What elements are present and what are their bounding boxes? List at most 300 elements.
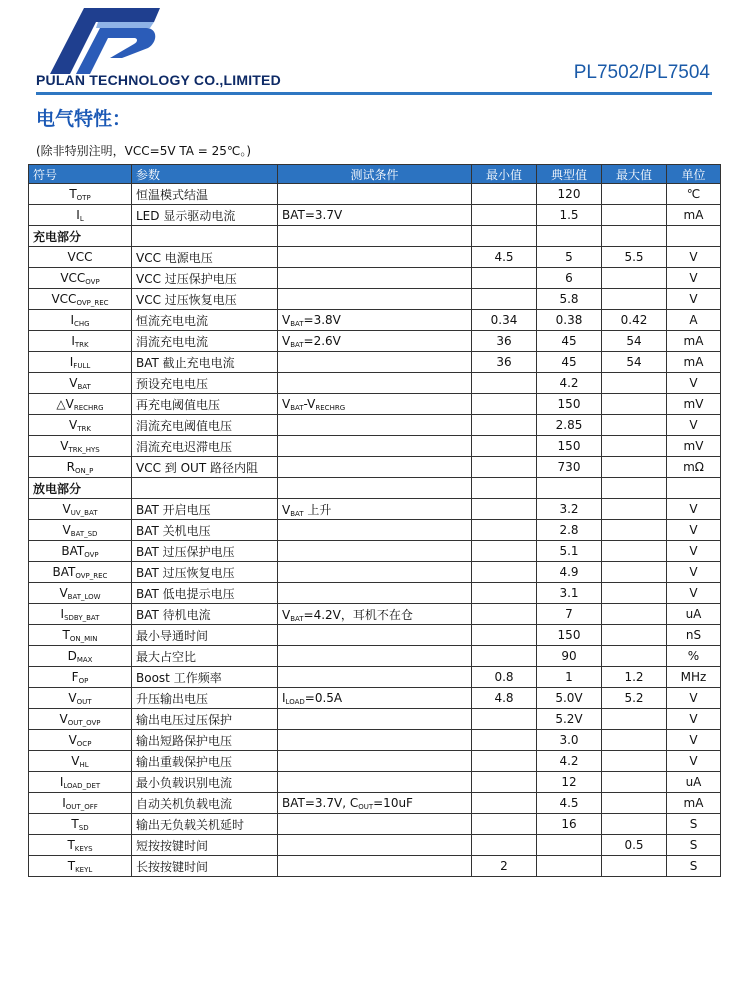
symbol-text: V [62, 522, 71, 537]
symbol-cell [29, 247, 132, 268]
min-cell [472, 814, 537, 835]
symbol-cell [29, 436, 132, 457]
symbol-cell [29, 688, 132, 709]
symbol-text: △V [56, 396, 74, 411]
condition-cell [278, 436, 472, 457]
symbol-subscript: KEYL [75, 865, 93, 874]
max-cell [602, 373, 667, 394]
condition-cell [278, 730, 472, 751]
max-cell [602, 436, 667, 457]
symbol-cell [29, 541, 132, 562]
min-cell [472, 604, 537, 625]
condition-text: V [282, 333, 291, 348]
symbol-text: VCC [67, 250, 93, 264]
column-header-condition: 测试条件 [278, 165, 472, 184]
model-number: PL7502/PL7504 [573, 62, 710, 83]
conditions-note: (除非特别注明，VCC=5V TA = 25℃。) [36, 144, 252, 158]
condition-cell [278, 772, 472, 793]
max-cell: 54 [602, 352, 667, 373]
table-row [29, 751, 721, 772]
symbol-cell [29, 562, 132, 583]
symbol-text: V [68, 732, 77, 747]
parameter-cell: LED 显示驱动电流 [132, 205, 278, 226]
empty-cell [667, 226, 721, 247]
unit-cell: V [667, 268, 721, 289]
symbol-subscript: BAT_LOW [67, 592, 101, 601]
symbol-cell [29, 415, 132, 436]
empty-cell [278, 478, 472, 499]
symbol-subscript: RECHRG [73, 403, 104, 412]
max-cell [602, 856, 667, 877]
symbol-text: V [69, 375, 78, 390]
condition-cell [278, 688, 472, 709]
symbol-subscript: ON_MIN [69, 634, 98, 643]
parameter-cell: 涓流充电电流 [132, 331, 278, 352]
symbol-cell [29, 520, 132, 541]
parameter-cell: 长按按键时间 [132, 856, 278, 877]
table-row [29, 289, 721, 310]
table-row [29, 247, 721, 268]
parameter-cell: 涓流充电阈值电压 [132, 415, 278, 436]
table-row [29, 394, 721, 415]
typ-cell: 5.8 [537, 289, 602, 310]
max-cell: 0.5 [602, 835, 667, 856]
symbol-subscript: MAX [76, 655, 93, 664]
empty-cell [602, 226, 667, 247]
symbol-text: T [62, 627, 70, 642]
condition-text: 上升 [303, 502, 332, 517]
condition-cell [278, 583, 472, 604]
table-row [29, 814, 721, 835]
table-row [29, 730, 721, 751]
unit-cell: MHz [667, 667, 721, 688]
typ-cell: 0.38 [537, 310, 602, 331]
symbol-text: V [68, 690, 77, 705]
min-cell: 36 [472, 352, 537, 373]
symbol-text: D [67, 648, 77, 663]
condition-text: =4.2V，耳机不在仓 [303, 607, 413, 622]
condition-cell [278, 814, 472, 835]
symbol-cell [29, 331, 132, 352]
min-cell: 2 [472, 856, 537, 877]
min-cell [472, 289, 537, 310]
max-cell [602, 268, 667, 289]
max-cell [602, 772, 667, 793]
parameter-cell: 输出无负载关机延时 [132, 814, 278, 835]
symbol-text: V [59, 585, 68, 600]
unit-cell: S [667, 814, 721, 835]
typ-cell: 90 [537, 646, 602, 667]
condition-subscript: OUT [358, 802, 374, 811]
header-divider [36, 92, 712, 95]
condition-text: BAT=3.7V, C [282, 795, 359, 810]
section-label: 放电部分 [29, 478, 132, 499]
symbol-cell [29, 835, 132, 856]
column-header-max: 最大值 [602, 165, 667, 184]
condition-text: =2.6V [303, 333, 341, 348]
table-row [29, 499, 721, 520]
min-cell: 0.34 [472, 310, 537, 331]
symbol-cell [29, 646, 132, 667]
unit-cell: mA [667, 793, 721, 814]
max-cell: 54 [602, 331, 667, 352]
symbol-text: V [62, 501, 71, 516]
max-cell [602, 562, 667, 583]
symbol-cell [29, 772, 132, 793]
typ-cell: 150 [537, 436, 602, 457]
condition-cell [278, 709, 472, 730]
condition-cell [278, 541, 472, 562]
parameter-cell: 恒温模式结温 [132, 184, 278, 205]
typ-cell: 3.0 [537, 730, 602, 751]
typ-cell: 2.85 [537, 415, 602, 436]
typ-cell: 45 [537, 331, 602, 352]
min-cell [472, 751, 537, 772]
symbol-subscript: OVP_REC [76, 298, 109, 307]
min-cell [472, 184, 537, 205]
symbol-cell [29, 625, 132, 646]
symbol-cell [29, 793, 132, 814]
symbol-text: I [60, 606, 65, 621]
symbol-text: BAT [61, 543, 85, 558]
condition-subscript: BAT [290, 614, 304, 623]
empty-cell [537, 226, 602, 247]
symbol-subscript: OUT_OVP [67, 718, 101, 727]
typ-cell: 5.2V [537, 709, 602, 730]
symbol-text: V [69, 417, 78, 432]
parameter-cell: 自动关机负载电流 [132, 793, 278, 814]
condition-cell [278, 373, 472, 394]
unit-cell: ℃ [667, 184, 721, 205]
min-cell [472, 373, 537, 394]
symbol-text: T [67, 858, 76, 873]
max-cell [602, 793, 667, 814]
symbol-text: R [66, 459, 75, 474]
unit-cell: V [667, 541, 721, 562]
symbol-subscript: FULL [73, 361, 91, 370]
unit-cell: mA [667, 331, 721, 352]
unit-cell: V [667, 562, 721, 583]
condition-cell [278, 604, 472, 625]
min-cell [472, 562, 537, 583]
condition-subscript: BAT [290, 319, 304, 328]
typ-cell: 7 [537, 604, 602, 625]
unit-cell: mA [667, 205, 721, 226]
table-section-row [29, 478, 721, 499]
unit-cell: V [667, 709, 721, 730]
parameter-cell: 涓流充电迟滞电压 [132, 436, 278, 457]
unit-cell: V [667, 415, 721, 436]
parameter-cell: VCC 电源电压 [132, 247, 278, 268]
max-cell [602, 205, 667, 226]
table-row [29, 856, 721, 877]
symbol-text: I [76, 207, 80, 222]
parameter-cell: 输出重载保护电压 [132, 751, 278, 772]
unit-cell: V [667, 520, 721, 541]
condition-subscript: RECHRG [315, 403, 346, 412]
typ-cell: 730 [537, 457, 602, 478]
unit-cell: V [667, 499, 721, 520]
empty-cell [472, 226, 537, 247]
empty-cell [602, 478, 667, 499]
symbol-cell [29, 457, 132, 478]
unit-cell: mV [667, 394, 721, 415]
symbol-cell [29, 310, 132, 331]
typ-cell: 3.1 [537, 583, 602, 604]
parameter-cell: BAT 关机电压 [132, 520, 278, 541]
max-cell [602, 604, 667, 625]
column-header-symbol: 符号 [29, 165, 132, 184]
parameter-cell: 输出电压过压保护 [132, 709, 278, 730]
max-cell [602, 730, 667, 751]
section-title: 电气特性： [36, 108, 132, 130]
typ-cell: 5.1 [537, 541, 602, 562]
parameter-cell: 恒流充电电流 [132, 310, 278, 331]
typ-cell: 4.2 [537, 751, 602, 772]
empty-cell [537, 478, 602, 499]
condition-subscript: LOAD [285, 697, 305, 706]
table-row [29, 331, 721, 352]
parameter-cell: 再充电阈值电压 [132, 394, 278, 415]
condition-text: -V [303, 396, 316, 411]
condition-cell [278, 751, 472, 772]
symbol-text: I [70, 312, 74, 327]
symbol-cell [29, 856, 132, 877]
table-row [29, 457, 721, 478]
typ-cell: 3.2 [537, 499, 602, 520]
min-cell: 4.8 [472, 688, 537, 709]
parameter-cell: 最大占空比 [132, 646, 278, 667]
max-cell [602, 646, 667, 667]
symbol-subscript: ON_P [74, 466, 94, 475]
typ-cell [537, 835, 602, 856]
condition-cell [278, 184, 472, 205]
symbol-subscript: OVP [84, 550, 99, 559]
typ-cell: 4.9 [537, 562, 602, 583]
max-cell [602, 541, 667, 562]
table-row [29, 184, 721, 205]
empty-cell [132, 478, 278, 499]
table-row [29, 793, 721, 814]
symbol-cell [29, 583, 132, 604]
max-cell: 0.42 [602, 310, 667, 331]
column-header-unit: 单位 [667, 165, 721, 184]
symbol-text: I [59, 774, 64, 789]
symbol-text: V [71, 753, 80, 768]
symbol-cell [29, 373, 132, 394]
table-row [29, 772, 721, 793]
condition-cell [278, 310, 472, 331]
parameter-cell: BAT 低电提示电压 [132, 583, 278, 604]
min-cell [472, 520, 537, 541]
condition-subscript: BAT [290, 403, 304, 412]
parameter-cell: 短按按键时间 [132, 835, 278, 856]
parameter-cell: 最小负载识别电流 [132, 772, 278, 793]
column-header-typ: 典型值 [537, 165, 602, 184]
min-cell [472, 394, 537, 415]
max-cell [602, 709, 667, 730]
parameter-cell: VCC 过压保护电压 [132, 268, 278, 289]
symbol-text: I [62, 795, 66, 810]
table-row [29, 520, 721, 541]
table-header-row [29, 165, 721, 184]
symbol-cell [29, 667, 132, 688]
typ-cell: 1 [537, 667, 602, 688]
max-cell [602, 583, 667, 604]
table-row [29, 415, 721, 436]
condition-cell [278, 247, 472, 268]
symbol-subscript: TRK [74, 340, 89, 349]
typ-cell: 16 [537, 814, 602, 835]
condition-text: V [282, 312, 291, 327]
condition-cell [278, 499, 472, 520]
typ-cell: 5.0V [537, 688, 602, 709]
symbol-text: T [69, 186, 77, 201]
typ-cell: 45 [537, 352, 602, 373]
symbol-cell [29, 352, 132, 373]
table-row [29, 709, 721, 730]
typ-cell [537, 856, 602, 877]
parameter-cell: 输出短路保护电压 [132, 730, 278, 751]
condition-text: =3.8V [303, 312, 341, 327]
symbol-text: T [71, 816, 79, 831]
symbol-subscript: UV_BAT [70, 508, 98, 517]
unit-cell: mΩ [667, 457, 721, 478]
unit-cell: uA [667, 772, 721, 793]
symbol-cell [29, 730, 132, 751]
symbol-subscript: BAT [77, 382, 91, 391]
symbol-cell [29, 394, 132, 415]
min-cell [472, 793, 537, 814]
min-cell [472, 457, 537, 478]
max-cell [602, 415, 667, 436]
symbol-cell [29, 814, 132, 835]
symbol-subscript: SDBY_BAT [64, 613, 100, 622]
condition-cell [278, 331, 472, 352]
symbol-text: V [59, 711, 68, 726]
table-row [29, 625, 721, 646]
min-cell: 4.5 [472, 247, 537, 268]
empty-cell [472, 478, 537, 499]
table-row [29, 667, 721, 688]
unit-cell: V [667, 730, 721, 751]
typ-cell: 5 [537, 247, 602, 268]
condition-cell [278, 625, 472, 646]
min-cell [472, 730, 537, 751]
unit-cell: nS [667, 625, 721, 646]
table-row [29, 268, 721, 289]
unit-cell: V [667, 688, 721, 709]
min-cell: 36 [472, 331, 537, 352]
condition-subscript: BAT [290, 340, 304, 349]
min-cell [472, 415, 537, 436]
electrical-characteristics-table [28, 164, 721, 877]
symbol-cell [29, 289, 132, 310]
condition-text: V [282, 502, 291, 517]
section-label: 充电部分 [29, 226, 132, 247]
max-cell [602, 814, 667, 835]
max-cell [602, 520, 667, 541]
unit-cell: S [667, 835, 721, 856]
table-row [29, 835, 721, 856]
condition-cell [278, 835, 472, 856]
symbol-subscript: OTP [76, 193, 91, 202]
company-name: PULAN TECHNOLOGY CO.,LIMITED [36, 72, 281, 88]
table-row [29, 436, 721, 457]
parameter-cell: 最小导通时间 [132, 625, 278, 646]
table-row [29, 583, 721, 604]
max-cell [602, 289, 667, 310]
min-cell [472, 499, 537, 520]
condition-cell [278, 667, 472, 688]
empty-cell [667, 478, 721, 499]
column-header-parameter: 参数 [132, 165, 278, 184]
symbol-subscript: HL [79, 760, 89, 769]
symbol-subscript: KEYS [74, 844, 93, 853]
unit-cell: V [667, 751, 721, 772]
parameter-cell: Boost 工作频率 [132, 667, 278, 688]
symbol-cell [29, 184, 132, 205]
max-cell: 5.2 [602, 688, 667, 709]
unit-cell: uA [667, 604, 721, 625]
max-cell [602, 394, 667, 415]
condition-text: =10uF [373, 795, 413, 810]
typ-cell: 4.5 [537, 793, 602, 814]
symbol-subscript: SD [78, 823, 89, 832]
typ-cell: 4.2 [537, 373, 602, 394]
unit-cell: % [667, 646, 721, 667]
parameter-cell: BAT 开启电压 [132, 499, 278, 520]
symbol-subscript: TRK_HYS [68, 445, 100, 454]
table-section-row [29, 226, 721, 247]
typ-cell: 1.5 [537, 205, 602, 226]
unit-cell: mA [667, 352, 721, 373]
symbol-text: BAT [52, 564, 76, 579]
symbol-subscript: OCP [76, 739, 92, 748]
condition-cell [278, 289, 472, 310]
symbol-cell [29, 709, 132, 730]
min-cell [472, 646, 537, 667]
min-cell [472, 772, 537, 793]
condition-cell [278, 646, 472, 667]
condition-cell [278, 415, 472, 436]
unit-cell: A [667, 310, 721, 331]
max-cell [602, 457, 667, 478]
parameter-cell: VCC 过压恢复电压 [132, 289, 278, 310]
unit-cell: V [667, 289, 721, 310]
typ-cell: 150 [537, 394, 602, 415]
min-cell [472, 436, 537, 457]
table-row [29, 604, 721, 625]
empty-cell [132, 226, 278, 247]
condition-cell [278, 856, 472, 877]
symbol-cell [29, 205, 132, 226]
unit-cell: V [667, 583, 721, 604]
symbol-subscript: L [79, 214, 84, 223]
typ-cell: 150 [537, 625, 602, 646]
symbol-cell [29, 604, 132, 625]
symbol-text: VCC [60, 270, 86, 285]
typ-cell: 6 [537, 268, 602, 289]
symbol-subscript: OUT_OFF [65, 802, 98, 811]
table-row [29, 646, 721, 667]
symbol-cell [29, 499, 132, 520]
empty-cell [278, 226, 472, 247]
condition-subscript: BAT [290, 509, 304, 518]
symbol-text: V [60, 438, 69, 453]
unit-cell: S [667, 856, 721, 877]
condition-text: V [282, 396, 291, 411]
